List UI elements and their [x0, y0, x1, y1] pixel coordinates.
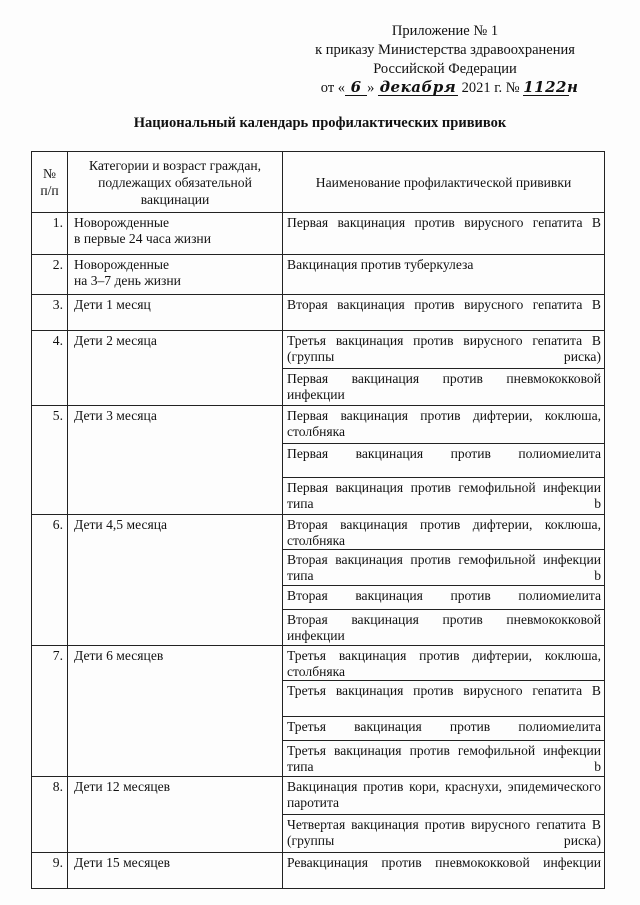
age-category-line: Дети 4,5 месяца: [74, 517, 168, 532]
age-category: [68, 295, 283, 331]
vaccination-name: [283, 213, 605, 255]
table-row: [32, 406, 605, 444]
age-category: [68, 646, 283, 777]
vaccination-name: [283, 717, 605, 741]
row-number: 6.: [32, 515, 68, 646]
age-category: [68, 515, 283, 646]
table-header-row: [32, 152, 605, 213]
header-num: № п/п: [32, 152, 68, 213]
vaccination-text: Третья вакцинация против вирусного гепатита В (группы риска): [287, 333, 601, 364]
row-number: 4.: [32, 331, 68, 406]
table-row: [32, 853, 605, 889]
age-category: [68, 777, 283, 853]
appendix-header: [280, 22, 610, 98]
vaccination-name: [283, 853, 605, 889]
age-category: [68, 213, 283, 255]
vaccination-name: [283, 331, 605, 369]
age-category: [68, 255, 283, 295]
table-row: [32, 295, 605, 331]
vaccination-name: [283, 586, 605, 610]
row-number: 1.: [32, 213, 68, 255]
vaccination-text: Первая вакцинация против вирусного гепатита В: [287, 215, 601, 230]
order-number: 1122н: [523, 78, 579, 96]
vaccination-text: Третья вакцинация против полиомиелита: [287, 719, 601, 734]
age-category-line: Дети 6 месяцев: [74, 648, 164, 663]
vaccination-text: Первая вакцинация против дифтерии, коклюша, столбняка: [287, 408, 601, 439]
header-category: Категории и возраст граждан, подлежащих обязательной вакцинации: [68, 152, 283, 213]
vaccination-text: Вторая вакцинация против вирусного гепатита В: [287, 297, 601, 312]
order-date-line: [280, 79, 610, 98]
table-row: [32, 646, 605, 681]
date-mid: »: [367, 80, 375, 96]
table-row: [32, 777, 605, 815]
order-month: декабря: [379, 78, 457, 96]
table-row: [32, 515, 605, 550]
age-category-line: в первые 24 часа жизни: [74, 231, 211, 246]
vaccination-text: Вторая вакцинация против дифтерии, коклюша, столбняка: [287, 517, 601, 548]
table-row: [32, 255, 605, 295]
vaccination-text: Первая вакцинация против гемофильной инфекции типа b: [287, 480, 601, 511]
vaccination-name: [283, 255, 605, 295]
age-category-line: Дети 3 месяца: [74, 408, 157, 423]
table-row: [32, 213, 605, 255]
vaccination-text: Первая вакцинация против пневмококковой инфекции: [287, 371, 601, 402]
order-day: 6: [345, 79, 367, 96]
age-category: [68, 331, 283, 406]
vaccination-name: [283, 550, 605, 586]
age-category-line: Дети 2 месяца: [74, 333, 157, 348]
vaccination-text: Вакцинация против кори, краснухи, эпидемического паротита: [287, 779, 601, 810]
appendix-order-ref: к приказу Министерства здравоохранения: [315, 42, 575, 58]
vaccination-text: Четвертая вакцинация против вирусного гепатита В (группы риска): [287, 817, 601, 848]
row-number: 8.: [32, 777, 68, 853]
vaccination-text: Вакцинация против туберкулеза: [287, 257, 474, 272]
vaccination-name: [283, 646, 605, 681]
vaccination-text: Первая вакцинация против полиомиелита: [287, 446, 601, 461]
age-category-line: Дети 12 месяцев: [74, 779, 171, 794]
vaccination-name: [283, 478, 605, 515]
vaccination-name: [283, 610, 605, 646]
age-category: [68, 853, 283, 889]
age-category-line: Новорожденные: [74, 215, 170, 230]
table-row: [32, 331, 605, 369]
vaccination-name: [283, 295, 605, 331]
order-year: 2021 г. №: [461, 80, 520, 96]
vaccination-name: [283, 815, 605, 853]
vaccination-calendar-table: [31, 151, 605, 889]
vaccination-name: [283, 777, 605, 815]
vaccination-name: [283, 681, 605, 717]
age-category-line: Дети 1 месяц: [74, 297, 151, 312]
row-number: 2.: [32, 255, 68, 295]
table-body: [32, 213, 605, 889]
vaccination-text: Третья вакцинация против вирусного гепатита В: [287, 683, 601, 698]
document-title: Национальный календарь профилактических прививок: [133, 115, 507, 131]
appendix-number: Приложение № 1: [391, 23, 499, 39]
vaccination-text: Вторая вакцинация против гемофильной инфекции типа b: [287, 552, 601, 583]
age-category-line: на 3–7 день жизни: [74, 273, 181, 288]
vaccination-text: Вторая вакцинация против пневмококковой инфекции: [287, 612, 601, 643]
vaccination-name: [283, 741, 605, 777]
age-category: [68, 406, 283, 515]
vaccination-text: Третья вакцинация против гемофильной инфекции типа b: [287, 743, 601, 774]
vaccination-name: [283, 369, 605, 406]
row-number: 5.: [32, 406, 68, 515]
vaccination-text: Вторая вакцинация против полиомиелита: [287, 588, 601, 603]
row-number: 9.: [32, 853, 68, 889]
row-number: 7.: [32, 646, 68, 777]
header-vaccination: Наименование профилактической прививки: [283, 152, 605, 213]
vaccination-text: Третья вакцинация против дифтерии, коклюша, столбняка: [287, 648, 601, 679]
date-prefix: от «: [320, 80, 346, 96]
age-category-line: Новорожденные: [74, 257, 170, 272]
age-category-line: Дети 15 месяцев: [74, 855, 171, 870]
appendix-country: Российской Федерации: [373, 61, 517, 77]
vaccination-name: [283, 444, 605, 478]
row-number: 3.: [32, 295, 68, 331]
vaccination-name: [283, 515, 605, 550]
vaccination-text: Ревакцинация против пневмококковой инфекции: [287, 855, 601, 870]
vaccination-name: [283, 406, 605, 444]
